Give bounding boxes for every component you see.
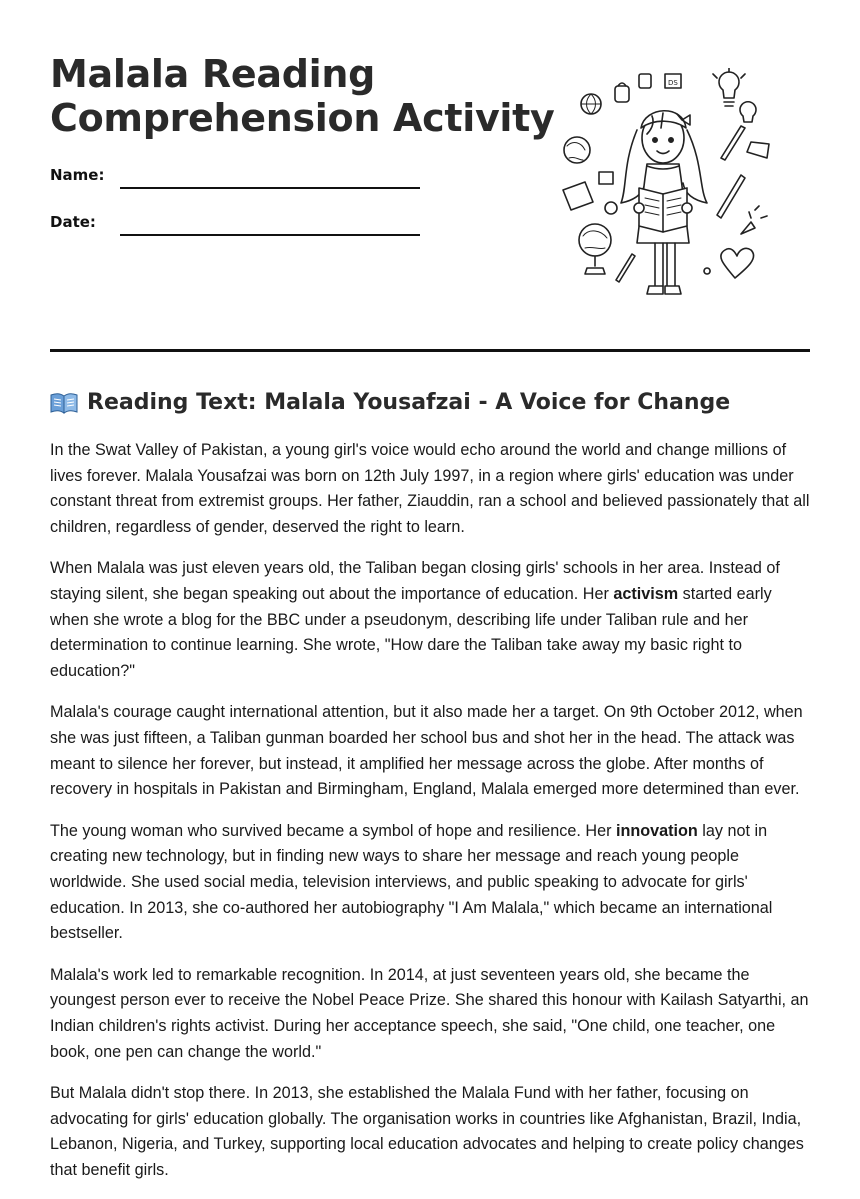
paragraph-4-part-c: lay not in creating new technology, but in finding new ways to share her message and reach young people worldwide. She used social media, television interviews, and public speaking to advocate for girls' education. In 2013, she co-authored her autobiography "I Am Malala," which became an international bestseller. (50, 821, 773, 943)
paragraph-4-part-a: The young woman who survived became a symbol of hope and resilience. Her (50, 821, 616, 840)
name-label: Name: (50, 166, 105, 184)
paragraph-4 (50, 819, 810, 948)
paragraph-2 (50, 556, 810, 685)
paragraph-6: But Malala didn't stop there. In 2013, she established the Malala Fund with her father, focusing on advocating for girls' education globally. The organisation works in countries like Afghanistan, Brazil, India, Lebanon, Nigeria, and Turkey, supporting local education advocates and helping to create policy changes that benefit girls. (50, 1083, 804, 1180)
name-line[interactable] (120, 187, 420, 189)
date-line[interactable] (120, 234, 420, 236)
worksheet-title (50, 52, 554, 140)
paragraph-3: Malala's courage caught international attention, but it also made her a target. On 9th October 2012, when she was just fifteen, a Taliban gunman boarded her school bus and shot her in the head. The attack was meant to silence her forever, but instead, it amplified her message across the globe. After months of recovery in hospitals in Pakistan and Birmingham, England, Malala emerged more determined than ever. (50, 703, 803, 799)
reading-heading-text: Reading Text: Malala Yousafzai - A Voice for Change (87, 390, 731, 415)
paragraph-2-part-a: When Malala was just eleven years old, the Taliban began closing girls' schools in her area. Instead of staying silent, she began speaking out about the importance of education. Her (50, 559, 780, 604)
paragraph-5: Malala's work led to remarkable recognition. In 2014, at just seventeen years old, she became the youngest person ever to receive the Nobel Peace Prize. She shared this honour with Kailash Satyarthi, an Indian children's rights activist. During her acceptance speech, she said, "One child, one teacher, one book, one pen can change the world." (50, 965, 809, 1061)
keyword-activism: activism (613, 585, 679, 604)
section-divider (50, 349, 810, 352)
reading-section-heading (50, 390, 730, 415)
paragraph-1: In the Swat Valley of Pakistan, a young girl's voice would echo around the world and change millions of lives forever. Malala Yousafzai was born on 12th July 1997, in a region where girls' education was under constant threat from extremist groups. Her father, Ziauddin, ran a school and believed passionately that all children, regardless of gender, deserved the right to learn. (50, 441, 810, 537)
reading-text (50, 438, 810, 1199)
girl-reading-illustration (555, 68, 775, 313)
date-label: Date: (50, 213, 96, 231)
notebook-label: DS (668, 79, 678, 87)
title-line-2: Comprehension Activity (50, 96, 555, 140)
title-line-1: Malala Reading (50, 52, 375, 96)
paragraph-2-part-c: started early when she wrote a blog for the BBC under a pseudonym, describing life under Taliban rule and her determination to continue learning. She wrote, "How dare the Taliban take away my basic right to education?" (50, 585, 772, 681)
keyword-innovation: innovation (615, 821, 698, 840)
open-book-icon (50, 392, 78, 414)
